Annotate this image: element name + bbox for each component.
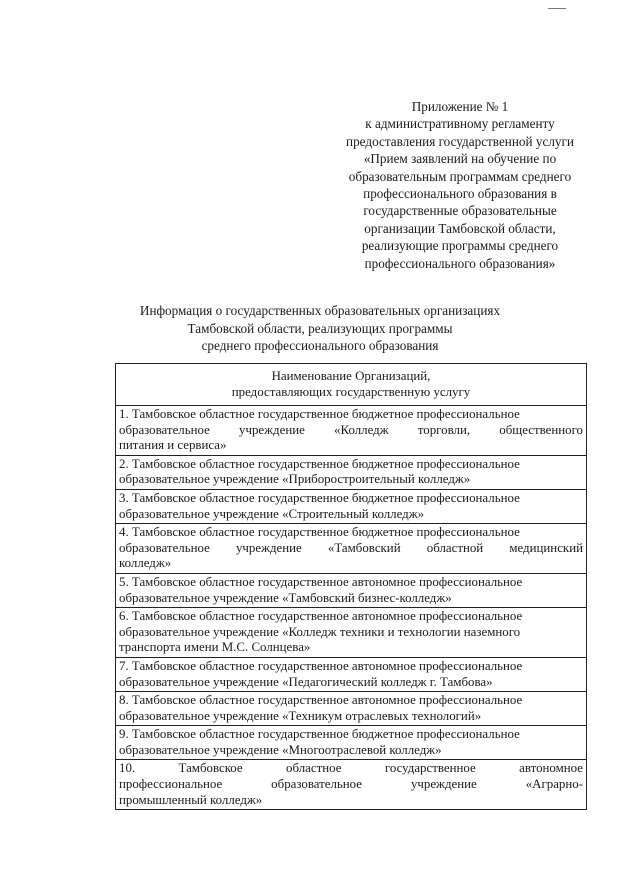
appendix-line: Приложение № 1: [411, 99, 509, 114]
table-row: [116, 489, 587, 523]
title-line: Тамбовской области, реализующих программы: [187, 320, 453, 336]
cell-line: образовательное учреждение «Тамбовский областной медицинский: [119, 540, 583, 555]
cell-line: транспорта имени М.С. Солнцева»: [119, 640, 311, 655]
cell-line: 4. Тамбовское областное государственное бюджетное профессиональное: [119, 525, 520, 540]
cell-line: 1. Тамбовское областное государственное бюджетное профессиональное: [119, 407, 520, 421]
appendix-line: предоставления государственной услуги: [346, 133, 574, 149]
header-line: Наименование Организаций,: [271, 368, 431, 383]
table-cell: [116, 573, 587, 607]
cell-line: образовательное учреждение «Педагогический колледж г. Тамбова»: [119, 674, 493, 689]
table-cell: [116, 406, 587, 456]
table-cell: [116, 489, 587, 523]
appendix-line: «Прием заявлений на обучение по: [363, 151, 557, 167]
cell-line: 7. Тамбовское областное государственное автономное профессиональное: [119, 658, 523, 673]
appendix-line: государственные образовательные: [363, 203, 557, 219]
table-row: [116, 524, 587, 574]
cell-line: образовательное учреждение «Строительный колледж»: [119, 506, 425, 521]
cell-line: образовательное учреждение «Тамбовский бизнес-колледж»: [119, 590, 452, 605]
table-row: [116, 406, 587, 456]
cell-line: 9. Тамбовское областное государственное бюджетное профессиональное: [119, 727, 520, 742]
cell-line: образовательное учреждение «Колледж техники и технологии наземного: [119, 624, 521, 639]
cell-line: 3. Тамбовское областное государственное бюджетное профессиональное: [119, 490, 520, 505]
table-cell: [116, 524, 587, 574]
table-cell: [116, 726, 587, 760]
appendix-line: реализующие программы среднего: [361, 238, 559, 254]
cell-line: 10. Тамбовское областное государственное автономное: [119, 761, 583, 776]
title-line: среднего профессионального образования: [201, 338, 439, 354]
cell-line: 6. Тамбовское областное государственное автономное профессиональное: [119, 609, 523, 624]
corner-scan-mark: [548, 8, 566, 9]
cell-line: промышленный колледж»: [119, 792, 263, 807]
table-row: [116, 726, 587, 760]
cell-line: 2. Тамбовское областное государственное бюджетное профессиональное: [119, 456, 520, 471]
appendix-line: профессионального образования»: [364, 255, 556, 271]
table-header-cell: [116, 364, 587, 406]
appendix-line: к административному регламенту: [365, 116, 555, 132]
cell-line: профессиональное образовательное учреждение «Аграрно-: [119, 777, 583, 792]
table-row: [116, 657, 587, 691]
table-header-row: [116, 364, 587, 406]
header-line: предоставляющих государственную услугу: [231, 384, 471, 399]
organizations-table: [115, 363, 587, 810]
appendix-line: организации Тамбовской области,: [364, 220, 556, 236]
table-row: [116, 760, 587, 810]
table-row: [116, 573, 587, 607]
cell-line: образовательное учреждение «Колледж торговли, общественного: [119, 422, 583, 437]
document-title: [110, 302, 530, 355]
cell-line: колледж»: [119, 556, 172, 571]
appendix-line: профессионального образования в: [363, 186, 557, 202]
table-cell: [116, 760, 587, 810]
table-row: [116, 692, 587, 726]
table-row: [116, 455, 587, 489]
table-row: [116, 608, 587, 658]
cell-line: 8. Тамбовское областное государственное автономное профессиональное: [119, 693, 523, 708]
table-cell: [116, 455, 587, 489]
title-line: Информация о государственных образовательных организациях: [139, 303, 501, 318]
table-cell: [116, 692, 587, 726]
table-cell: [116, 608, 587, 658]
appendix-header: [322, 98, 598, 272]
cell-line: 5. Тамбовское областное государственное автономное профессиональное: [119, 574, 523, 589]
table-cell: [116, 657, 587, 691]
cell-line: питания и сервиса»: [119, 438, 227, 453]
cell-line: образовательное учреждение «Приборостроительный колледж»: [119, 472, 471, 487]
cell-line: образовательное учреждение «Техникум отраслевых технологий»: [119, 708, 482, 723]
appendix-line: образовательным программам среднего: [348, 168, 572, 184]
cell-line: образовательное учреждение «Многоотраслевой колледж»: [119, 742, 442, 757]
